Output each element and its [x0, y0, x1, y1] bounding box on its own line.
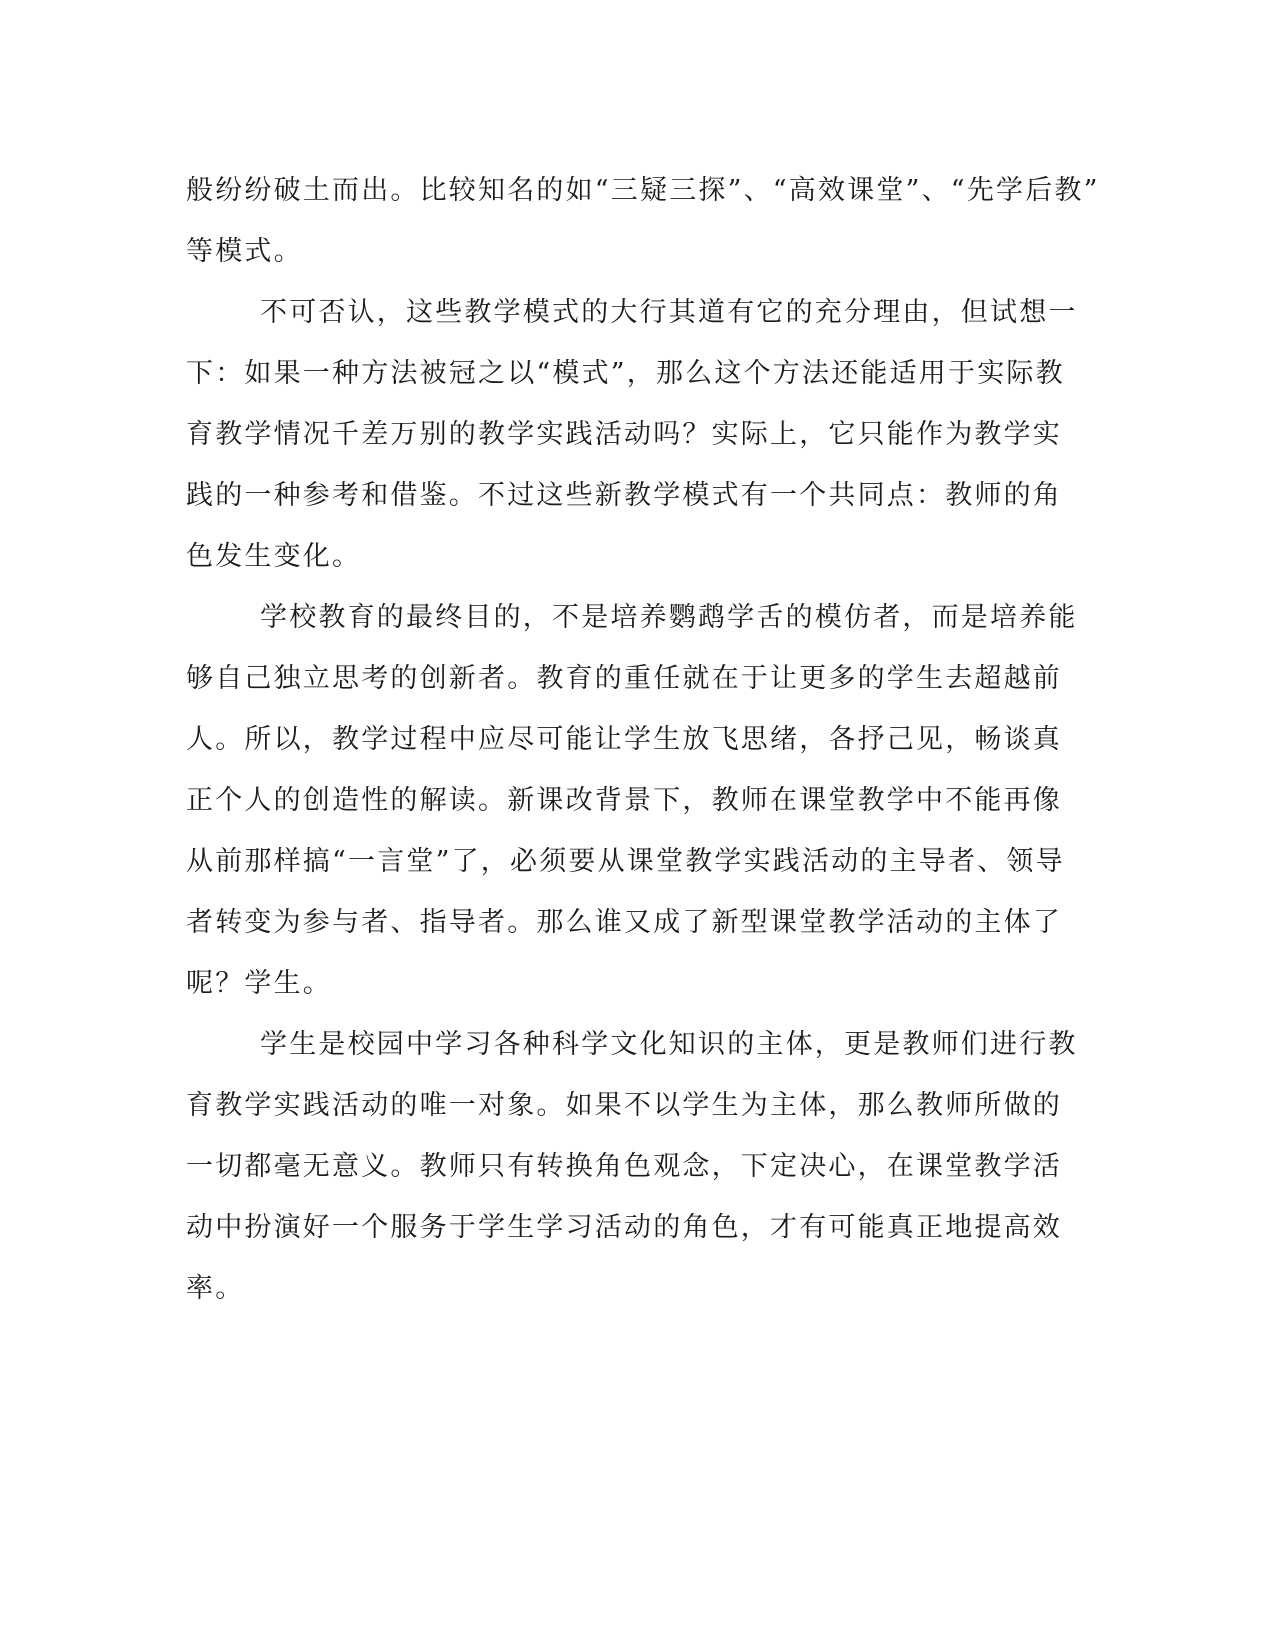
- text-line: 正个人的创造性的解读。新课改背景下，教师在课堂教学中不能再像: [186, 785, 1062, 816]
- body-text: [186, 160, 1100, 1319]
- text-line: 人。所以，教学过程中应尽可能让学生放飞思绪，各抒己见，畅谈真: [186, 724, 1062, 755]
- text-line: 践的一种参考和借鉴。不过这些新教学模式有一个共同点：教师的角: [186, 480, 1062, 511]
- paragraph-1: [186, 160, 1100, 282]
- text-line: 育教学情况千差万别的教学实践活动吗？实际上，它只能作为教学实: [186, 419, 1062, 450]
- text-line: 动中扮演好一个服务于学生学习活动的角色，才有可能真正地提高效: [186, 1212, 1062, 1243]
- text-line: 学校教育的最终目的，不是培养鹦鹉学舌的模仿者，而是培养能: [260, 602, 1078, 633]
- text-line: 率。: [186, 1273, 245, 1304]
- text-line: 下：如果一种方法被冠之以“模式”，那么这个方法还能适用于实际教: [186, 358, 1065, 389]
- text-line: 般纷纷破土而出。比较知名的如“三疑三探”、“高效课堂”、“先学后教”: [186, 175, 1100, 206]
- paragraph-2: [186, 282, 1086, 587]
- text-line: 学生是校园中学习各种科学文化知识的主体，更是教师们进行教: [260, 1029, 1078, 1060]
- text-line: 等模式。: [186, 236, 303, 267]
- text-line: 从前那样搞“一言堂”了，必须要从课堂教学实践活动的主导者、领导: [186, 846, 1065, 877]
- text-line: 育教学实践活动的唯一对象。如果不以学生为主体，那么教师所做的: [186, 1090, 1062, 1121]
- text-line: 呢？学生。: [186, 968, 332, 999]
- text-line: 色发生变化。: [186, 541, 362, 572]
- text-line: 者转变为参与者、指导者。那么谁又成了新型课堂教学活动的主体了: [186, 907, 1062, 938]
- text-line: 够自己独立思考的创新者。教育的重任就在于让更多的学生去超越前: [186, 663, 1062, 694]
- text-line: 一切都毫无意义。教师只有转换角色观念，下定决心，在课堂教学活: [186, 1151, 1062, 1182]
- paragraph-4: [186, 1014, 1086, 1319]
- paragraph-3: [186, 587, 1086, 1014]
- text-line: 不可否认，这些教学模式的大行其道有它的充分理由，但试想一: [260, 297, 1078, 328]
